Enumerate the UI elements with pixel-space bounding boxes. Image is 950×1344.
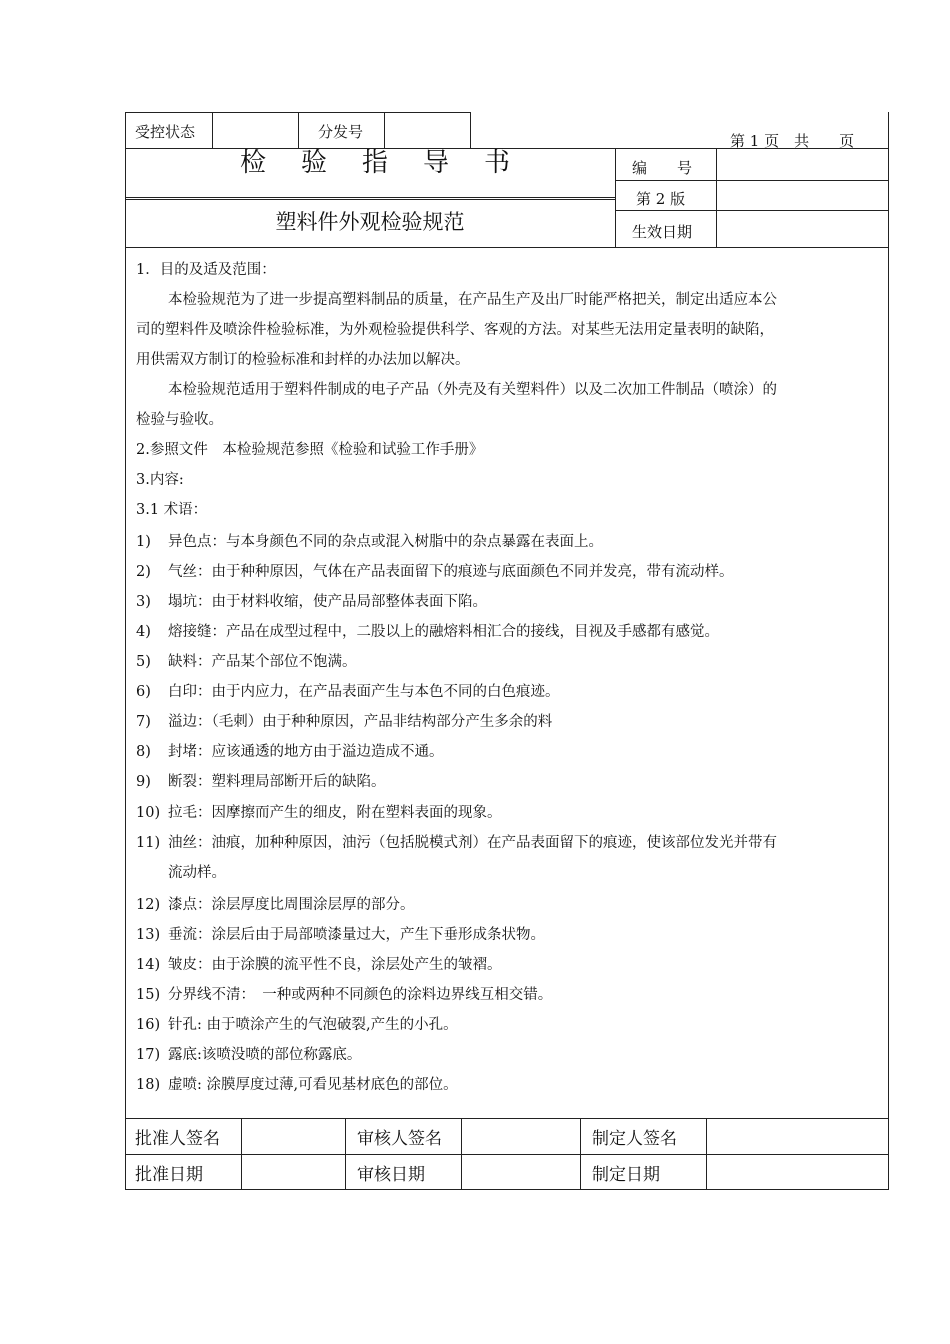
footer-mid-line bbox=[125, 1154, 889, 1155]
footer-vline-1 bbox=[241, 1118, 242, 1189]
doc-type-char: 书 bbox=[483, 148, 510, 178]
header-line-right-2 bbox=[615, 210, 889, 211]
section-1-para-1-line-1: 本检验规范为了进一步提高塑料制品的质量，在产品生产及出厂时能严格把关，制定出适应本公 bbox=[168, 292, 777, 308]
footer-vline-5 bbox=[706, 1118, 707, 1189]
make-date-label: 制定日期 bbox=[592, 1165, 660, 1185]
section-2: 2.参照文件 本检验规范参照《检验和试验工作手册》 bbox=[136, 442, 484, 458]
doc-type-char: 指 bbox=[361, 148, 388, 178]
maker-sign-label: 制定人签名 bbox=[592, 1129, 677, 1149]
reviewer-sign-label: 审核人签名 bbox=[357, 1129, 442, 1149]
doc-type-char: 导 bbox=[422, 148, 449, 178]
footer-vline-3 bbox=[461, 1118, 462, 1189]
section-1-title: 1．目的及适及范围： bbox=[136, 262, 276, 278]
code-label: 编 号 bbox=[632, 159, 693, 177]
section-3-1: 3.1 术语： bbox=[136, 502, 208, 518]
section-1-para-1-line-2: 司的塑料件及喷涂件检验标准，为外观检验提供科学、客观的方法。对某些无法用定量表明的缺陷， bbox=[136, 322, 774, 338]
footer-vline-4 bbox=[580, 1118, 581, 1189]
header-line-right-1 bbox=[615, 180, 889, 181]
header-vline-5 bbox=[615, 148, 616, 247]
header-vline-1 bbox=[212, 112, 213, 148]
footer-vline-2 bbox=[345, 1118, 346, 1189]
edition-label: 第 2 版 bbox=[636, 190, 686, 208]
doc-title: 塑料件外观检验规范 bbox=[275, 210, 465, 234]
approve-date-label: 批准日期 bbox=[135, 1165, 203, 1185]
frame-left-line bbox=[125, 112, 126, 1190]
approver-sign-label: 批准人签名 bbox=[135, 1129, 220, 1149]
header-bottom-line bbox=[125, 247, 889, 248]
control-status-label: 受控状态 bbox=[135, 123, 196, 141]
dist-no-label: 分发号 bbox=[318, 123, 364, 141]
header-line-left-1 bbox=[125, 197, 615, 198]
section-3: 3.内容: bbox=[136, 472, 184, 488]
page-info: 第 1 页 共 页 bbox=[730, 132, 855, 150]
footer-bottom-line bbox=[125, 1189, 889, 1190]
doc-type-title bbox=[240, 142, 510, 179]
footer-top-line bbox=[125, 1118, 889, 1119]
section-1-para-2-line-2: 检验与验收。 bbox=[136, 412, 223, 428]
header-vline-6 bbox=[716, 148, 717, 247]
section-1-para-1-line-3: 用供需双方制订的检验标准和封样的办法加以解决。 bbox=[136, 352, 470, 368]
review-date-label: 审核日期 bbox=[357, 1165, 425, 1185]
doc-type-char: 验 bbox=[300, 148, 327, 178]
doc-type-char: 检 bbox=[240, 148, 267, 178]
header-line-left-1b bbox=[125, 199, 615, 200]
effective-date-label: 生效日期 bbox=[632, 223, 693, 241]
frame-right-line bbox=[888, 112, 889, 1190]
section-1-para-2-line-1: 本检验规范适用于塑料件制成的电子产品（外壳及有关塑料件）以及二次加工件制品（喷涂）的 bbox=[168, 382, 777, 398]
